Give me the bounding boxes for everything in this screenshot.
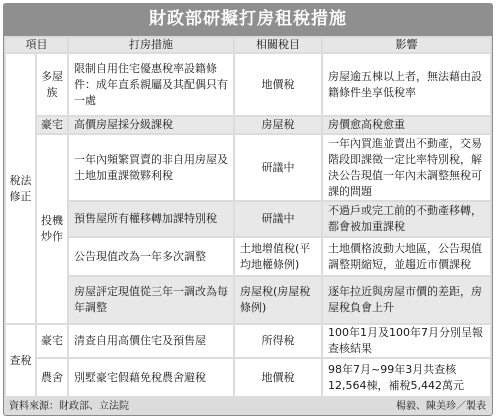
row-tax: 房屋稅(房屋稅條例) bbox=[235, 277, 321, 323]
group-audit-luxury: 豪宅 bbox=[37, 325, 67, 357]
row-measure: 房屋評定現值從三年一調改為每年調整 bbox=[69, 277, 233, 323]
group-farmhouse: 農舍 bbox=[37, 359, 67, 396]
group-speculation: 投機炒作 bbox=[37, 135, 67, 323]
credit-note: 楊毅、陳美珍／製表 bbox=[396, 401, 486, 412]
row-tax: 研議中 bbox=[235, 135, 321, 200]
group-luxury: 豪宅 bbox=[37, 117, 67, 133]
row-measure: 一年內頻繁買賣的非自用房屋及土地加重課徵夥利稅 bbox=[69, 135, 233, 200]
row-impact: 一年內買進並賣出不動產，交易階段即課徵一定比率特別稅，解決公告現值一年內未調整無稅可課的問題 bbox=[323, 135, 490, 200]
row-impact: 100年1月及100年7月分別呈報查核結果 bbox=[323, 325, 490, 357]
group-multi-house: 多屋族 bbox=[37, 54, 67, 115]
row-tax: 地價稅 bbox=[235, 54, 321, 115]
row-tax: 地價稅 bbox=[235, 359, 321, 396]
row-measure: 限制自用住宅優惠稅率設籍條件：成年直系親屬及其配偶只有一處 bbox=[69, 54, 233, 115]
row-measure: 別墅豪宅假藉免稅農舍避稅 bbox=[69, 359, 233, 396]
section-audit: 查稅 bbox=[6, 325, 35, 396]
table-title: 財政部研擬打房租稅措施 bbox=[149, 9, 347, 29]
row-tax: 土地增值稅(平均地權條例) bbox=[235, 238, 321, 275]
header-item: 項目 bbox=[6, 38, 67, 52]
header-measure: 打房措施 bbox=[69, 38, 233, 52]
row-measure: 高價房屋採分級課稅 bbox=[69, 117, 233, 133]
row-measure: 預售屋所有權移轉加課特別稅 bbox=[69, 202, 233, 236]
title-bar bbox=[3, 3, 493, 36]
row-impact: 98年7月~99年3月共查核12,564棟，補稅5,442萬元 bbox=[323, 359, 490, 396]
row-measure: 清查自用高價住宅及預售屋 bbox=[69, 325, 233, 357]
row-tax: 房屋稅 bbox=[235, 117, 321, 133]
row-impact: 土地價格波動大地區，公告現值調整期縮短，並趨近市價課稅 bbox=[323, 238, 490, 275]
header-tax: 相關稅目 bbox=[235, 38, 321, 52]
row-measure: 公告現值改為一年多次調整 bbox=[69, 238, 233, 275]
row-tax: 研議中 bbox=[235, 202, 321, 236]
row-impact: 房價愈高稅愈重 bbox=[323, 117, 490, 133]
row-impact: 逐年拉近與房屋市價的差距，房屋稅負會上升 bbox=[323, 277, 490, 323]
row-impact: 不過戶或完工前的不動產移轉，都會被加重課稅 bbox=[323, 202, 490, 236]
header-impact: 影響 bbox=[323, 38, 490, 52]
source-note: 資料來源：財政部、立法院 bbox=[9, 401, 129, 412]
row-impact: 房屋逾五棟以上者，無法藉由設籍條件坐享低稅率 bbox=[323, 54, 490, 115]
row-tax: 所得稅 bbox=[235, 325, 321, 357]
section-reform: 稅法修正 bbox=[6, 54, 35, 323]
